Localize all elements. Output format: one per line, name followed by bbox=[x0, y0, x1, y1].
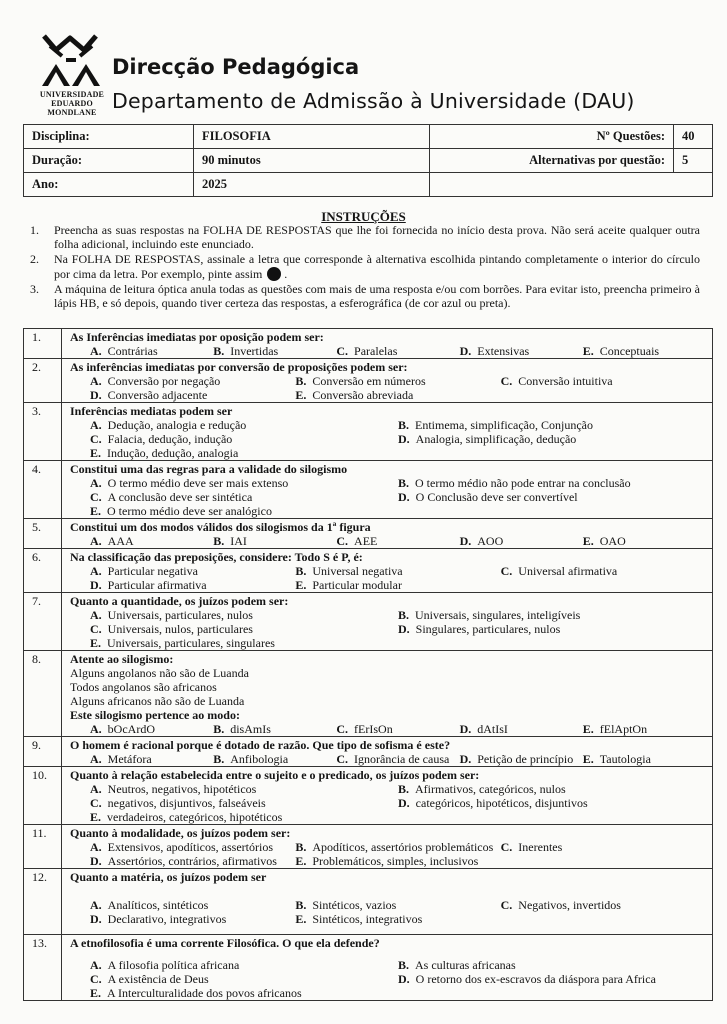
option-text: A Interculturalidade dos povos africanos bbox=[107, 986, 302, 1000]
option-text: Sintéticos, integrativos bbox=[312, 912, 423, 926]
option-letter: E. bbox=[582, 722, 594, 736]
option-letter: D. bbox=[90, 388, 102, 402]
info-label: Ano: bbox=[24, 173, 194, 197]
answer-option bbox=[398, 622, 706, 636]
question-number: 4. bbox=[24, 461, 62, 518]
page-subtitle: Departamento de Admissão à Universidade (DAU) bbox=[112, 89, 635, 113]
option-letter: E. bbox=[90, 446, 102, 460]
option-letter: A. bbox=[90, 752, 102, 766]
answer-option bbox=[213, 722, 336, 736]
answer-option bbox=[90, 898, 295, 912]
answer-option bbox=[295, 840, 500, 854]
info-label: Disciplina: bbox=[24, 125, 194, 149]
option-text: Paralelas bbox=[354, 344, 398, 358]
option-text: Universal negativa bbox=[312, 564, 403, 578]
question-body bbox=[62, 359, 712, 402]
answer-option bbox=[90, 388, 295, 402]
answer-options bbox=[70, 608, 706, 650]
option-letter: E. bbox=[295, 912, 307, 926]
option-text: A conclusão deve ser sintética bbox=[107, 490, 253, 504]
option-text: O Conclusão deve ser convertível bbox=[415, 490, 578, 504]
answer-option bbox=[398, 972, 706, 986]
question-row bbox=[24, 403, 712, 461]
option-letter: B. bbox=[213, 722, 225, 736]
instruction-text: Preencha as suas respostas na FOLHA DE RESPOSTAS que lhe foi fornecida no início desta prova. Não será aceite qualquer outra folha adicional, incluindo este enunciado. bbox=[54, 223, 700, 251]
premise-line: Alguns africanos não são de Luanda bbox=[70, 694, 245, 708]
option-text: bOcArdO bbox=[107, 722, 155, 736]
question-stem: A etnofilosofia é uma corrente Filosófica. O que ela defende? bbox=[70, 936, 380, 950]
answer-options bbox=[70, 564, 706, 592]
info-label: Nº Questões: bbox=[430, 125, 674, 149]
question-body bbox=[62, 593, 712, 650]
answer-option bbox=[90, 608, 398, 622]
answer-option bbox=[398, 796, 706, 810]
answer-option bbox=[295, 578, 500, 592]
answer-options bbox=[70, 898, 706, 926]
question-row bbox=[24, 549, 712, 593]
option-text: Assertórios, contrários, afirmativos bbox=[107, 854, 277, 868]
answer-option bbox=[90, 840, 295, 854]
option-letter: C. bbox=[90, 972, 102, 986]
answer-option bbox=[398, 418, 706, 432]
question-number: 1. bbox=[24, 329, 62, 358]
instructions-list bbox=[30, 224, 700, 312]
option-letter: A. bbox=[90, 608, 102, 622]
question-body bbox=[62, 825, 712, 868]
answer-option bbox=[295, 898, 500, 912]
option-letter: D. bbox=[90, 854, 102, 868]
question-substem: Este silogismo pertence ao modo: bbox=[70, 708, 240, 722]
option-letter: C. bbox=[90, 432, 102, 446]
question-number: 2. bbox=[24, 359, 62, 402]
question-number: 12. bbox=[24, 869, 62, 934]
filled-circle-icon bbox=[267, 267, 281, 281]
option-text: O termo médio não pode entrar na conclusão bbox=[415, 476, 631, 490]
answer-option bbox=[295, 374, 500, 388]
option-letter: D. bbox=[398, 972, 410, 986]
option-text: Conceptuais bbox=[599, 344, 660, 358]
answer-option bbox=[90, 490, 398, 504]
option-letter: C. bbox=[90, 796, 102, 810]
logo-text: UNIVERSIDADE EDUARDO MONDLANE bbox=[39, 90, 105, 117]
option-letter: D. bbox=[398, 432, 410, 446]
answer-options bbox=[70, 958, 706, 1000]
answer-option bbox=[90, 636, 398, 650]
option-text: Particular afirmativa bbox=[107, 578, 207, 592]
option-letter: A. bbox=[90, 958, 102, 972]
question-body bbox=[62, 935, 712, 1000]
question-number: 11. bbox=[24, 825, 62, 868]
option-letter: D. bbox=[90, 578, 102, 592]
answer-option bbox=[213, 344, 336, 358]
option-letter: E. bbox=[90, 986, 102, 1000]
answer-option bbox=[583, 344, 706, 358]
option-letter: A. bbox=[90, 534, 102, 548]
option-text: O termo médio deve ser mais extenso bbox=[107, 476, 289, 490]
instruction-text: A máquina de leitura óptica anula todas as questões com mais de uma resposta e/ou com borrões. Para evitar isto, preencha primeiro à lápis HB, e só depois, quando tiver certeza das respostas, a esferográfica (de cor azul ou preta). bbox=[54, 282, 700, 310]
option-text: Universais, singulares, inteligíveis bbox=[415, 608, 581, 622]
answer-options bbox=[70, 722, 706, 736]
option-text: AAA bbox=[107, 534, 134, 548]
exam-info-table bbox=[23, 124, 713, 197]
option-text: dAtIsI bbox=[477, 722, 508, 736]
answer-option bbox=[90, 912, 295, 926]
question-stem: Quanto à modalidade, os juízos podem ser: bbox=[70, 826, 291, 840]
option-letter: E. bbox=[582, 752, 594, 766]
option-text: Universais, particulares, nulos bbox=[107, 608, 253, 622]
question-row bbox=[24, 359, 712, 403]
question-body bbox=[62, 651, 712, 736]
option-text: disAmIs bbox=[230, 722, 271, 736]
option-letter: B. bbox=[295, 564, 307, 578]
answer-option bbox=[90, 810, 398, 824]
question-stem: Na classificação das preposições, considere: Todo S é P, é: bbox=[70, 550, 363, 564]
answer-option bbox=[90, 578, 295, 592]
option-letter: A. bbox=[90, 840, 102, 854]
info-row bbox=[24, 173, 713, 197]
question-number: 10. bbox=[24, 767, 62, 824]
option-text: Universal afirmativa bbox=[518, 564, 618, 578]
answer-option bbox=[90, 622, 398, 636]
answer-option bbox=[295, 912, 500, 926]
answer-options bbox=[70, 534, 706, 548]
question-body bbox=[62, 549, 712, 592]
answer-option bbox=[213, 752, 336, 766]
answer-option bbox=[460, 722, 583, 736]
answer-option bbox=[90, 782, 398, 796]
option-text: Singulares, particulares, nulos bbox=[415, 622, 561, 636]
answer-options bbox=[70, 418, 706, 460]
option-letter: A. bbox=[90, 782, 102, 796]
answer-option bbox=[295, 388, 500, 402]
answer-option bbox=[90, 752, 213, 766]
option-letter: A. bbox=[90, 418, 102, 432]
info-empty bbox=[430, 173, 713, 197]
questions-table bbox=[23, 328, 713, 1001]
question-number: 13. bbox=[24, 935, 62, 1000]
answer-option bbox=[398, 476, 706, 490]
answer-option bbox=[90, 374, 295, 388]
option-letter: D. bbox=[398, 796, 410, 810]
question-stem: O homem é racional porque é dotado de razão. Que tipo de sofisma é este? bbox=[70, 738, 451, 752]
question-row bbox=[24, 767, 712, 825]
question-body bbox=[62, 329, 712, 358]
option-text: Universais, particulares, singulares bbox=[107, 636, 275, 650]
option-letter: E. bbox=[90, 504, 102, 518]
option-letter: B. bbox=[295, 840, 307, 854]
question-number: 7. bbox=[24, 593, 62, 650]
answer-option bbox=[583, 722, 706, 736]
option-text: Sintéticos, vazios bbox=[312, 898, 397, 912]
option-letter: D. bbox=[459, 534, 472, 548]
option-text: Conversão em números bbox=[312, 374, 426, 388]
question-number: 3. bbox=[24, 403, 62, 460]
answer-option bbox=[501, 840, 706, 854]
option-text: AOO bbox=[477, 534, 504, 548]
option-text: O retorno dos ex-escravos da diáspora para Africa bbox=[415, 972, 656, 986]
option-text: negativos, disjuntivos, falseáveis bbox=[107, 796, 266, 810]
answer-option bbox=[90, 796, 398, 810]
answer-option bbox=[501, 898, 706, 912]
instructions-title: INSTRUÇÕES bbox=[321, 209, 406, 224]
instruction-number: 2. bbox=[30, 252, 39, 266]
option-text: categóricos, hipotéticos, disjuntivos bbox=[415, 796, 588, 810]
option-text: Tautologia bbox=[599, 752, 651, 766]
answer-options bbox=[70, 344, 706, 358]
option-text: Particular negativa bbox=[107, 564, 198, 578]
option-letter: C. bbox=[500, 374, 513, 388]
answer-option bbox=[295, 564, 500, 578]
instruction-text-wrap bbox=[54, 253, 700, 281]
answer-option bbox=[398, 490, 706, 504]
option-text: Apodíticos, assertórios problemáticos bbox=[312, 840, 494, 854]
option-text: Invertidas bbox=[230, 344, 279, 358]
option-letter: B. bbox=[398, 608, 410, 622]
option-text: fElAptOn bbox=[599, 722, 648, 736]
answer-option bbox=[583, 752, 706, 766]
option-text: Conversão intuitiva bbox=[518, 374, 613, 388]
option-text: Universais, nulos, particulares bbox=[107, 622, 253, 636]
option-letter: A. bbox=[90, 898, 102, 912]
option-letter: E. bbox=[295, 578, 307, 592]
page-title: Direcção Pedagógica bbox=[112, 55, 360, 79]
answer-option bbox=[90, 972, 398, 986]
option-letter: A. bbox=[90, 476, 102, 490]
question-body bbox=[62, 767, 712, 824]
question-stem: As inferências imediatas por conversão de proposições podem ser: bbox=[70, 360, 408, 374]
info-value: 5 bbox=[674, 149, 713, 173]
question-stem: Constitui um dos modos válidos dos silogismos da 1ª figura bbox=[70, 520, 371, 534]
answer-option bbox=[90, 344, 213, 358]
university-logo bbox=[36, 32, 106, 124]
option-letter: E. bbox=[90, 810, 102, 824]
option-letter: B. bbox=[295, 374, 307, 388]
option-letter: B. bbox=[398, 418, 410, 432]
option-text: O termo médio deve ser analógico bbox=[107, 504, 272, 518]
option-text: Petição de princípio bbox=[477, 752, 574, 766]
info-row bbox=[24, 125, 713, 149]
answer-option bbox=[398, 782, 706, 796]
option-letter: A. bbox=[90, 374, 102, 388]
answer-option bbox=[295, 854, 500, 868]
option-text: As culturas africanas bbox=[415, 958, 516, 972]
instruction-tail: . bbox=[284, 266, 288, 281]
option-letter: B. bbox=[398, 782, 410, 796]
answer-option bbox=[398, 608, 706, 622]
answer-option bbox=[460, 534, 583, 548]
option-letter: B. bbox=[213, 344, 225, 358]
question-row bbox=[24, 519, 712, 549]
info-value: FILOSOFIA bbox=[194, 125, 430, 149]
answer-options bbox=[70, 476, 706, 518]
answer-option bbox=[90, 722, 213, 736]
answer-option bbox=[460, 344, 583, 358]
option-text: Analíticos, sintéticos bbox=[107, 898, 209, 912]
answer-option bbox=[90, 476, 398, 490]
option-letter: B. bbox=[213, 752, 225, 766]
answer-option bbox=[90, 854, 295, 868]
premise-line: Alguns angolanos não são de Luanda bbox=[70, 666, 249, 680]
question-body bbox=[62, 869, 712, 934]
option-text: Entimema, simplificação, Conjunção bbox=[415, 418, 593, 432]
answer-option bbox=[90, 958, 398, 972]
question-row bbox=[24, 329, 712, 359]
answer-option bbox=[90, 534, 213, 548]
answer-options bbox=[70, 782, 706, 824]
logo-emblem-icon bbox=[36, 32, 106, 90]
option-letter: B. bbox=[295, 898, 307, 912]
option-text: Analogia, simplificação, dedução bbox=[415, 432, 577, 446]
question-stem: Quanto a quantidade, os juízos podem ser: bbox=[70, 594, 289, 608]
option-letter: D. bbox=[459, 752, 472, 766]
option-letter: E. bbox=[582, 534, 594, 548]
option-text: Particular modular bbox=[312, 578, 402, 592]
question-number: 6. bbox=[24, 549, 62, 592]
answer-option bbox=[501, 564, 706, 578]
option-text: A filosofia política africana bbox=[107, 958, 240, 972]
info-value: 2025 bbox=[194, 173, 430, 197]
option-letter: E. bbox=[295, 854, 307, 868]
info-row bbox=[24, 149, 713, 173]
option-letter: C. bbox=[336, 534, 349, 548]
option-text: OAO bbox=[599, 534, 626, 548]
answer-options bbox=[70, 840, 706, 868]
option-text: Conversão abreviada bbox=[312, 388, 414, 402]
answer-option bbox=[398, 432, 706, 446]
question-number: 9. bbox=[24, 737, 62, 766]
option-text: Problemáticos, simples, inclusivos bbox=[312, 854, 479, 868]
option-text: Conversão adjacente bbox=[107, 388, 208, 402]
question-stem: Atente ao silogismo: bbox=[70, 652, 174, 666]
answer-option bbox=[501, 374, 706, 388]
answer-option bbox=[336, 752, 459, 766]
option-letter: C. bbox=[90, 490, 102, 504]
instruction-item bbox=[30, 253, 700, 281]
info-value: 90 minutos bbox=[194, 149, 430, 173]
option-letter: C. bbox=[336, 722, 349, 736]
info-label: Alternativas por questão: bbox=[430, 149, 674, 173]
option-letter: D. bbox=[459, 344, 472, 358]
option-text: Falacia, dedução, indução bbox=[107, 432, 233, 446]
option-letter: C. bbox=[500, 898, 513, 912]
question-body bbox=[62, 461, 712, 518]
option-letter: E. bbox=[90, 636, 102, 650]
answer-option bbox=[213, 534, 336, 548]
option-letter: A. bbox=[90, 344, 102, 358]
option-letter: C. bbox=[336, 344, 349, 358]
option-letter: C. bbox=[500, 840, 513, 854]
answer-option bbox=[90, 504, 398, 518]
option-text: Neutros, negativos, hipotéticos bbox=[107, 782, 257, 796]
answer-option bbox=[336, 534, 459, 548]
option-letter: D. bbox=[398, 622, 410, 636]
info-value: 40 bbox=[674, 125, 713, 149]
option-text: verdadeiros, categóricos, hipotéticos bbox=[107, 810, 283, 824]
answer-option bbox=[460, 752, 583, 766]
option-letter: C. bbox=[500, 564, 513, 578]
answer-option bbox=[90, 418, 398, 432]
answer-options bbox=[70, 752, 706, 766]
option-text: Negativos, invertidos bbox=[518, 898, 621, 912]
answer-option bbox=[336, 722, 459, 736]
instruction-number: 3. bbox=[30, 282, 39, 296]
option-text: Contrárias bbox=[107, 344, 158, 358]
option-letter: A. bbox=[90, 722, 102, 736]
option-text: fErIsOn bbox=[354, 722, 393, 736]
option-text: Ignorância de causa bbox=[354, 752, 450, 766]
option-letter: E. bbox=[295, 388, 307, 402]
question-row bbox=[24, 869, 712, 935]
option-letter: C. bbox=[90, 622, 102, 636]
question-row bbox=[24, 651, 712, 737]
question-stem: Quanto a matéria, os juízos podem ser bbox=[70, 870, 267, 884]
question-row bbox=[24, 461, 712, 519]
answer-option bbox=[90, 986, 398, 1000]
option-text: Metáfora bbox=[107, 752, 152, 766]
question-body bbox=[62, 737, 712, 766]
info-label: Duração: bbox=[24, 149, 194, 173]
question-row bbox=[24, 825, 712, 869]
option-letter: D. bbox=[459, 722, 472, 736]
instruction-number: 1. bbox=[30, 223, 39, 237]
question-number: 5. bbox=[24, 519, 62, 548]
option-letter: D. bbox=[398, 490, 410, 504]
answer-option bbox=[583, 534, 706, 548]
question-row bbox=[24, 737, 712, 767]
option-text: IAI bbox=[230, 534, 247, 548]
option-text: Declarativo, integrativos bbox=[107, 912, 227, 926]
option-letter: C. bbox=[336, 752, 349, 766]
answer-option bbox=[336, 344, 459, 358]
answer-option bbox=[90, 432, 398, 446]
question-body bbox=[62, 403, 712, 460]
instruction-text: Na FOLHA DE RESPOSTAS, assinale a letra que corresponde à alternativa escolhida pintando completamente o interior do círculo por cima da letra. Por exemplo, pinte assim bbox=[54, 252, 700, 281]
question-number: 8. bbox=[24, 651, 62, 736]
option-letter: B. bbox=[398, 476, 410, 490]
instruction-item bbox=[30, 283, 700, 310]
option-text: AEE bbox=[354, 534, 378, 548]
answer-option bbox=[90, 446, 398, 460]
option-text: Anfibologia bbox=[230, 752, 289, 766]
answer-options bbox=[70, 374, 706, 402]
option-letter: E. bbox=[582, 344, 594, 358]
option-text: Extensivas bbox=[477, 344, 530, 358]
question-row bbox=[24, 593, 712, 651]
instruction-item bbox=[30, 224, 700, 251]
answer-option bbox=[398, 958, 706, 972]
question-stem: Inferências mediatas podem ser bbox=[70, 404, 233, 418]
question-stem: Constitui uma das regras para a validade do silogismo bbox=[70, 462, 348, 476]
option-text: Conversão por negação bbox=[107, 374, 221, 388]
question-stem: As Inferências imediatas por oposição podem ser: bbox=[70, 330, 324, 344]
option-text: Afirmativos, categóricos, nulos bbox=[415, 782, 566, 796]
question-row bbox=[24, 935, 712, 1000]
option-letter: B. bbox=[213, 534, 225, 548]
question-stem: Quanto à relação estabelecida entre o sujeito e o predicado, os juízos podem ser: bbox=[70, 768, 480, 782]
option-text: Indução, dedução, analogia bbox=[107, 446, 239, 460]
premise-line: Todos angolanos são africanos bbox=[70, 680, 217, 694]
question-body bbox=[62, 519, 712, 548]
option-text: Dedução, analogia e redução bbox=[107, 418, 247, 432]
option-letter: D. bbox=[90, 912, 102, 926]
option-text: Extensivos, apodíticos, assertórios bbox=[107, 840, 273, 854]
option-letter: A. bbox=[90, 564, 102, 578]
option-letter: B. bbox=[398, 958, 410, 972]
answer-option bbox=[90, 564, 295, 578]
option-text: A existência de Deus bbox=[107, 972, 209, 986]
option-text: Inerentes bbox=[518, 840, 563, 854]
